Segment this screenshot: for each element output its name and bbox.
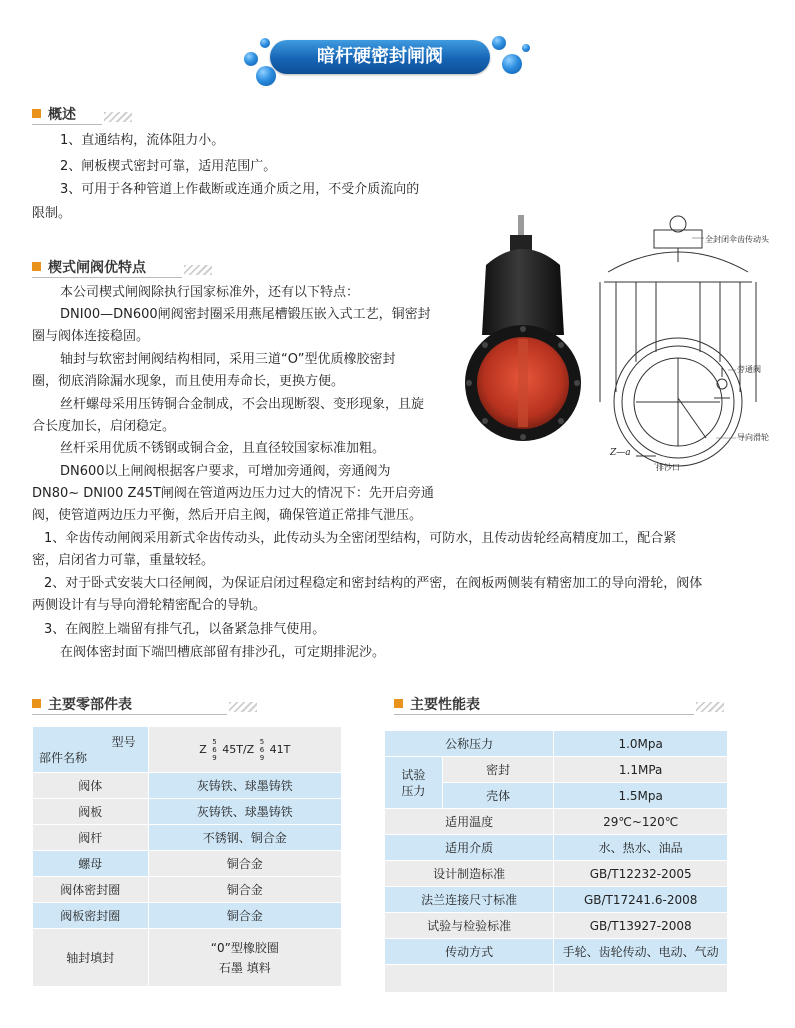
feature-line: DN80~ DNI00 Z45T闸阀在管道两边压力过大的情况下：先开启旁通 bbox=[32, 486, 434, 501]
heading-text: 主要性能表 bbox=[410, 697, 480, 713]
part-name-cell: 螺母 bbox=[33, 851, 149, 877]
model-a: 45T/Z bbox=[222, 742, 255, 756]
header-part-label: 部件名称 bbox=[39, 751, 88, 765]
overview-line: 限制。 bbox=[32, 206, 72, 221]
feature-line: 1、伞齿传动闸阀采用新式伞齿传动头，此传动头为全密闭型结构，可防水，且传动齿轮经高精度加工，配合紧 bbox=[44, 531, 677, 546]
material-cell bbox=[148, 929, 341, 987]
table-row bbox=[385, 835, 728, 861]
perf-label-cell: 法兰连接尺寸标准 bbox=[385, 887, 554, 913]
table-row bbox=[385, 731, 728, 757]
perf-label-cell: 传动方式 bbox=[385, 939, 554, 965]
model-sub: 5 bbox=[212, 737, 217, 746]
perf-value-cell: 1.0Mpa bbox=[554, 731, 728, 757]
label-drive-head: 全封闭伞齿传动头 bbox=[705, 235, 769, 244]
test-label-line: 压力 bbox=[401, 783, 426, 798]
header-cell-diagonal bbox=[33, 727, 149, 773]
model-sub: 6 bbox=[259, 745, 265, 754]
feature-line: 密，启闭省力可靠，重量较轻。 bbox=[32, 553, 215, 568]
table-row bbox=[385, 939, 728, 965]
material-cell: 不锈钢、铜合金 bbox=[148, 825, 341, 851]
perf-value-cell: GB/T12232-2005 bbox=[554, 861, 728, 887]
material-cell: 铜合金 bbox=[148, 877, 341, 903]
table-row bbox=[33, 799, 342, 825]
table-row bbox=[385, 913, 728, 939]
heading-text: 楔式闸阀优特点 bbox=[48, 260, 146, 276]
perf-value-cell: GB/T13927-2008 bbox=[554, 913, 728, 939]
decor-bubble bbox=[522, 44, 530, 52]
heading-stripes bbox=[184, 265, 212, 275]
empty-cell bbox=[554, 965, 728, 993]
packing-line: 石墨 填料 bbox=[218, 960, 271, 975]
part-name-cell: 阀体 bbox=[33, 773, 149, 799]
table-row bbox=[385, 809, 728, 835]
heading-marker bbox=[394, 699, 403, 708]
section-heading-overview bbox=[32, 104, 192, 126]
feature-line: 3、在阀腔上端留有排气孔，以备紧急排气使用。 bbox=[44, 622, 326, 637]
overview-line: 1、直通结构，流体阻力小。 bbox=[60, 133, 225, 148]
perf-value-cell: 1.5Mpa bbox=[554, 783, 728, 809]
part-name-cell: 阀板密封圈 bbox=[33, 903, 149, 929]
part-name-cell: 阀板 bbox=[33, 799, 149, 825]
table-row bbox=[33, 825, 342, 851]
table-row bbox=[33, 929, 342, 987]
perf-label-cell: 公称压力 bbox=[385, 731, 554, 757]
perf-label-cell: 壳体 bbox=[442, 783, 554, 809]
empty-cell bbox=[385, 965, 554, 993]
feature-line: 轴封与软密封闸阀结构相同，采用三道“O”型优质橡胶密封 bbox=[60, 352, 396, 367]
packing-line: “0”型橡胶圈 bbox=[210, 940, 279, 955]
heading-marker bbox=[32, 699, 41, 708]
heading-rule bbox=[32, 714, 227, 715]
title-banner bbox=[240, 30, 540, 90]
table-row bbox=[385, 861, 728, 887]
heading-marker bbox=[32, 109, 41, 118]
table-row bbox=[33, 773, 342, 799]
feature-line: 圈与阀体连接稳固。 bbox=[32, 329, 150, 344]
section-heading-parts bbox=[32, 694, 272, 716]
table-row-empty bbox=[385, 965, 728, 993]
perf-value-cell: 手轮、齿轮传动、电动、气动 bbox=[554, 939, 728, 965]
feature-line: DN600以上闸阀根据客户要求，可增加旁通阀，旁通阀为 bbox=[60, 464, 391, 479]
section-heading-features bbox=[32, 257, 232, 279]
perf-label-cell: 设计制造标准 bbox=[385, 861, 554, 887]
heading-stripes bbox=[229, 702, 257, 712]
test-label-line: 试验 bbox=[401, 767, 426, 782]
heading-text: 主要零部件表 bbox=[48, 697, 132, 713]
label-sand-outlet: 排沙口 bbox=[656, 463, 680, 472]
perf-label-cell: 适用温度 bbox=[385, 809, 554, 835]
perf-label-cell: 适用介质 bbox=[385, 835, 554, 861]
page-title: 暗杆硬密封闸阀 bbox=[270, 40, 490, 74]
feature-line: 合长度加长，启闭稳定。 bbox=[32, 419, 176, 434]
model-sub: 5 bbox=[259, 737, 265, 746]
heading-rule bbox=[32, 124, 102, 125]
label-bypass: 旁通阀 bbox=[737, 365, 761, 374]
performance-table bbox=[384, 730, 728, 993]
perf-value-cell: GB/T17241.6-2008 bbox=[554, 887, 728, 913]
feature-line: 丝杆采用优质不锈钢或铜合金，且直径较国家标准加粗。 bbox=[60, 441, 386, 456]
feature-line: 阀，使管道两边压力平衡，然后开启主阀，确保管道正常排气泄压。 bbox=[32, 508, 423, 523]
section-heading-performance bbox=[394, 694, 734, 716]
decor-bubble bbox=[492, 36, 506, 50]
feature-line: 圈，彻底消除漏水现象，而且使用寿命长，更换方便。 bbox=[32, 374, 345, 389]
perf-label-cell: 密封 bbox=[442, 757, 554, 783]
model-sub: 9 bbox=[259, 753, 265, 762]
parts-table bbox=[32, 726, 342, 987]
feature-line: 丝杆螺母采用压铸铜合金制成，不会出现断裂、变形现象，且旋 bbox=[60, 397, 425, 412]
feature-line: DNI00—DN600闸阀密封圈采用燕尾槽锻压嵌入式工艺，铜密封 bbox=[60, 307, 431, 322]
heading-stripes bbox=[696, 702, 724, 712]
overview-line: 3、可用于各种管道上作截断或连通介质之用，不受介质流向的 bbox=[60, 182, 420, 197]
model-b: 41T bbox=[269, 742, 291, 756]
label-guide-wheel: 导向滑轮 bbox=[737, 433, 769, 442]
material-cell: 灰铸铁、球墨铸铁 bbox=[148, 799, 341, 825]
feature-line: 2、对于卧式安装大口径闸阀，为保证启闭过程稳定和密封结构的严密，在阀板两侧装有精密加工的导向滑轮，阀体 bbox=[44, 576, 703, 591]
overview-line: 2、闸板楔式密封可靠，适用范围广。 bbox=[60, 159, 277, 174]
valve-photo bbox=[462, 215, 584, 453]
heading-text: 概述 bbox=[48, 107, 76, 123]
table-row bbox=[385, 757, 728, 783]
model-subscripts bbox=[212, 738, 216, 762]
heading-rule bbox=[32, 277, 182, 278]
model-sub: 6 bbox=[212, 745, 217, 754]
feature-line: 在阀体密封面下端凹槽底部留有排沙孔，可定期排泥沙。 bbox=[60, 645, 386, 660]
decor-bubble bbox=[256, 66, 276, 86]
table-row bbox=[33, 903, 342, 929]
table-row bbox=[33, 877, 342, 903]
decor-bubble bbox=[260, 38, 270, 48]
material-cell: 铜合金 bbox=[148, 903, 341, 929]
header-model-label: 型号 bbox=[111, 735, 136, 749]
heading-marker bbox=[32, 262, 41, 271]
decor-bubble bbox=[502, 54, 522, 74]
feature-line: 两侧设计有与导向滑轮精密配合的导轨。 bbox=[32, 598, 267, 613]
heading-stripes bbox=[104, 112, 132, 122]
material-cell: 灰铸铁、球墨铸铁 bbox=[148, 773, 341, 799]
header-model-cell bbox=[148, 727, 341, 773]
table-row bbox=[33, 851, 342, 877]
model-z: Z bbox=[199, 742, 207, 756]
part-name-cell: 阀杆 bbox=[33, 825, 149, 851]
table-header-row bbox=[33, 727, 342, 773]
material-cell: 铜合金 bbox=[148, 851, 341, 877]
model-sub: 9 bbox=[212, 753, 217, 762]
feature-line: 本公司楔式闸阀除执行国家标准外，还有以下特点： bbox=[60, 285, 360, 300]
test-pressure-label bbox=[385, 757, 443, 809]
perf-value-cell: 29℃~120℃ bbox=[554, 809, 728, 835]
table-row bbox=[385, 887, 728, 913]
part-name-cell: 轴封填封 bbox=[33, 929, 149, 987]
decor-bubble bbox=[244, 52, 258, 66]
label-section: Z—a bbox=[610, 448, 631, 458]
heading-rule bbox=[394, 714, 694, 715]
perf-label-cell: 试验与检验标准 bbox=[385, 913, 554, 939]
perf-value-cell: 1.1MPa bbox=[554, 757, 728, 783]
part-name-cell: 阀体密封圈 bbox=[33, 877, 149, 903]
perf-value-cell: 水、热水、油品 bbox=[554, 835, 728, 861]
model-subscripts bbox=[260, 738, 264, 762]
